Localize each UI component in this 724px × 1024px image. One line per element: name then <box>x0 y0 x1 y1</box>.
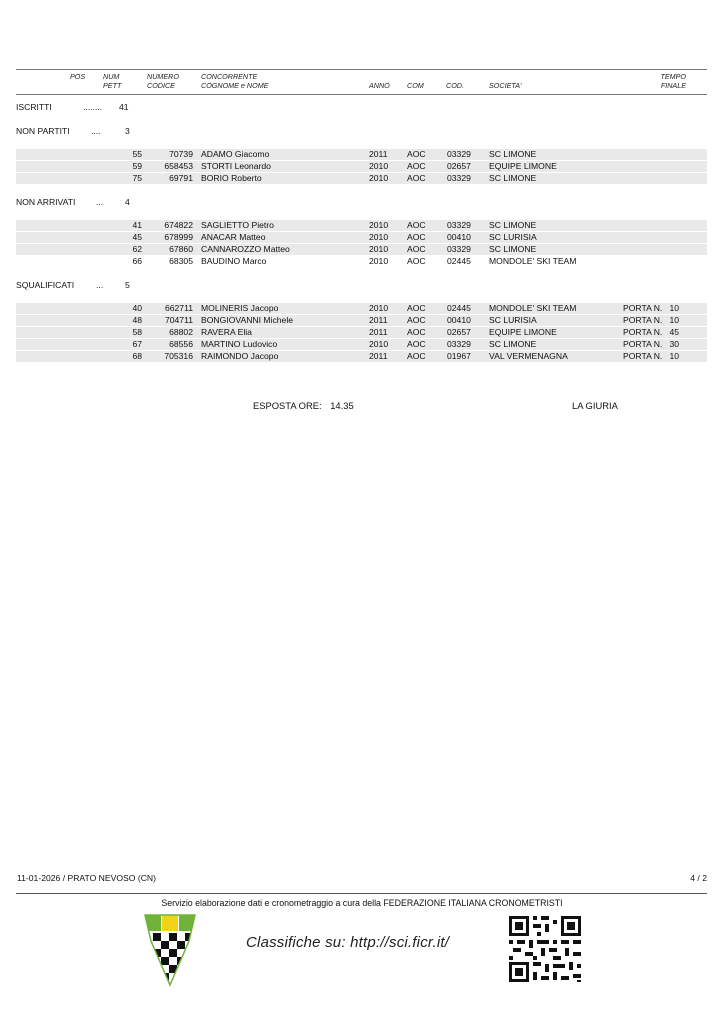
anno-cell: 2011 <box>369 351 388 361</box>
codice-cell: 658453 <box>164 161 193 171</box>
anno-cell: 2011 <box>369 149 388 159</box>
name-cell: BAUDINO Marco <box>201 256 267 266</box>
table-row <box>16 339 707 350</box>
codice-cell: 678999 <box>164 232 193 242</box>
anno-cell: 2010 <box>369 256 389 266</box>
pett-cell: 59 <box>132 161 142 171</box>
col-com: COM <box>407 81 424 90</box>
pett-cell: 62 <box>132 244 142 254</box>
pett-cell: 75 <box>132 173 142 183</box>
societa-cell: MONDOLE' SKI TEAM <box>489 256 577 266</box>
section-label: NON PARTITI <box>16 126 70 136</box>
com-cell: AOC <box>407 244 426 254</box>
pett-cell: 58 <box>132 327 142 337</box>
col-societa: SOCIETA' <box>489 81 522 90</box>
esposta-label: ESPOSTA ORE: <box>253 400 322 411</box>
section-iscritti <box>16 102 129 112</box>
table-row <box>16 149 707 160</box>
col-codice-label: CODICE <box>147 80 175 90</box>
com-cell: AOC <box>407 303 426 313</box>
com-cell: AOC <box>407 256 426 266</box>
service-line: Servizio elaborazione dati e cronometraggio a cura della FEDERAZIONE ITALIANA CRONOMETRISTI <box>161 898 563 908</box>
tempo-cell: PORTA N. 30 <box>623 339 680 349</box>
footer-rule <box>16 893 707 894</box>
la-giuria: LA GIURIA <box>572 400 618 411</box>
tempo-cell: PORTA N. 10 <box>623 315 680 325</box>
com-cell: AOC <box>407 220 426 230</box>
anno-cell: 2010 <box>369 232 389 242</box>
name-cell: SAGLIETTO Pietro <box>201 220 274 230</box>
anno-cell: 2010 <box>369 244 389 254</box>
societa-cell: EQUIPE LIMONE <box>489 327 557 337</box>
codice-cell: 68556 <box>169 339 193 349</box>
pett-cell: 68 <box>132 351 142 361</box>
pett-cell: 41 <box>132 220 142 230</box>
section-label: SQUALIFICATI <box>16 280 75 290</box>
name-cell: ANACAR Matteo <box>201 232 266 242</box>
col-numero-label: NUMERO <box>147 72 179 81</box>
codice-cell: 67860 <box>169 244 193 254</box>
pett-cell: 66 <box>132 256 142 266</box>
col-num-pett <box>103 73 121 90</box>
societa-cell: SC LIMONE <box>489 149 537 159</box>
pett-cell: 55 <box>132 149 142 159</box>
table-row <box>16 244 707 255</box>
col-concorrente-label: CONCORRENTE <box>201 72 258 81</box>
com-cell: AOC <box>407 232 426 242</box>
section-count: 4 <box>125 197 130 207</box>
cod-cell: 02657 <box>447 327 471 337</box>
com-cell: AOC <box>407 149 426 159</box>
name-cell: RAIMONDO Jacopo <box>201 351 279 361</box>
name-cell: RAVERA Elia <box>201 327 252 337</box>
cod-cell: 03329 <box>447 244 471 254</box>
name-cell: ADAMO Giacomo <box>201 149 270 159</box>
cod-cell: 00410 <box>447 315 471 325</box>
pett-cell: 67 <box>132 339 142 349</box>
societa-cell: SC LURISIA <box>489 232 537 242</box>
section-dots: ... <box>96 280 104 290</box>
codice-cell: 674822 <box>164 220 193 230</box>
anno-cell: 2010 <box>369 303 389 313</box>
cod-cell: 03329 <box>447 220 471 230</box>
name-cell: BONGIOVANNI Michele <box>201 315 294 325</box>
classifiche-link[interactable]: Classifiche su: http://sci.ficr.it/ <box>246 934 450 951</box>
societa-cell: VAL VERMENAGNA <box>489 351 568 361</box>
societa-cell: EQUIPE LIMONE <box>489 161 557 171</box>
col-num-label: NUM <box>103 72 120 81</box>
cod-cell: 02445 <box>447 303 471 313</box>
esposta-time: 14.35 <box>330 400 354 411</box>
name-cell: MARTINO Ludovico <box>201 339 278 349</box>
ficr-logo-icon <box>143 913 197 987</box>
footer-date-place: 11-01-2026 / PRATO NEVOSO (CN) <box>17 873 156 883</box>
anno-cell: 2010 <box>369 161 389 171</box>
section-dots: ... <box>96 197 104 207</box>
name-cell: MOLINERIS Jacopo <box>201 303 279 313</box>
section-squalificati <box>16 280 130 290</box>
codice-cell: 68802 <box>169 327 193 337</box>
codice-cell: 704711 <box>164 315 193 325</box>
tempo-cell: PORTA N. 45 <box>623 327 680 337</box>
qr-code-icon <box>507 914 583 984</box>
name-cell: BORIO Roberto <box>201 173 262 183</box>
codice-cell: 68305 <box>169 256 193 266</box>
col-finale-label: FINALE <box>660 80 686 90</box>
societa-cell: SC LIMONE <box>489 173 537 183</box>
col-concorrente <box>201 73 269 90</box>
col-pett-label: PETT <box>103 80 122 90</box>
anno-cell: 2010 <box>369 339 389 349</box>
com-cell: AOC <box>407 161 426 171</box>
codice-cell: 705316 <box>164 351 193 361</box>
tempo-cell: PORTA N. 10 <box>623 351 680 361</box>
col-numero-codice <box>147 73 179 90</box>
com-cell: AOC <box>407 339 426 349</box>
col-pos: POS <box>70 72 86 81</box>
name-cell: CANNAROZZO Matteo <box>201 244 290 254</box>
com-cell: AOC <box>407 173 426 183</box>
societa-cell: SC LIMONE <box>489 220 537 230</box>
cod-cell: 03329 <box>447 173 471 183</box>
com-cell: AOC <box>407 315 426 325</box>
header-top-rule <box>16 69 707 70</box>
societa-cell: SC LURISIA <box>489 315 537 325</box>
anno-cell: 2010 <box>369 173 389 183</box>
col-nome-label: COGNOME e NOME <box>201 80 269 90</box>
codice-cell: 69791 <box>169 173 193 183</box>
section-non-partiti <box>16 126 130 136</box>
anno-cell: 2010 <box>369 220 389 230</box>
table-row <box>16 173 707 184</box>
header-bottom-rule <box>16 94 707 95</box>
com-cell: AOC <box>407 351 426 361</box>
esposta-ore <box>253 400 354 411</box>
cod-cell: 00410 <box>447 232 471 242</box>
com-cell: AOC <box>407 327 426 337</box>
cod-cell: 02445 <box>447 256 471 266</box>
cod-cell: 01967 <box>447 351 471 361</box>
section-count: 41 <box>119 102 129 112</box>
cod-cell: 02657 <box>447 161 471 171</box>
table-row <box>16 327 707 338</box>
page-number: 4 / 2 <box>690 873 707 883</box>
col-tempo <box>652 73 686 90</box>
cod-cell: 03329 <box>447 149 471 159</box>
col-tempo-label: TEMPO <box>660 72 686 81</box>
section-non-arrivati <box>16 197 130 207</box>
table-row <box>16 303 707 314</box>
table-row <box>16 351 707 362</box>
section-dots: ........ <box>83 102 103 112</box>
col-cod: COD. <box>446 81 464 90</box>
pett-cell: 40 <box>132 303 142 313</box>
name-cell: STORTI Leonardo <box>201 161 271 171</box>
societa-cell: SC LIMONE <box>489 244 537 254</box>
col-anno: ANNO <box>369 81 390 90</box>
section-label: NON ARRIVATI <box>16 197 76 207</box>
pett-cell: 45 <box>132 232 142 242</box>
table-row <box>16 220 707 231</box>
tempo-cell: PORTA N. 10 <box>623 303 680 313</box>
table-row <box>16 232 707 243</box>
table-row <box>16 256 707 267</box>
anno-cell: 2011 <box>369 327 388 337</box>
section-count: 3 <box>125 126 130 136</box>
anno-cell: 2011 <box>369 315 388 325</box>
section-dots: .... <box>91 126 101 136</box>
section-count: 5 <box>125 280 130 290</box>
societa-cell: MONDOLE' SKI TEAM <box>489 303 577 313</box>
societa-cell: SC LIMONE <box>489 339 537 349</box>
cod-cell: 03329 <box>447 339 471 349</box>
codice-cell: 662711 <box>164 303 193 313</box>
table-row <box>16 161 707 172</box>
pett-cell: 48 <box>132 315 142 325</box>
codice-cell: 70739 <box>169 149 193 159</box>
table-row <box>16 315 707 326</box>
section-label: ISCRITTI <box>16 102 52 112</box>
